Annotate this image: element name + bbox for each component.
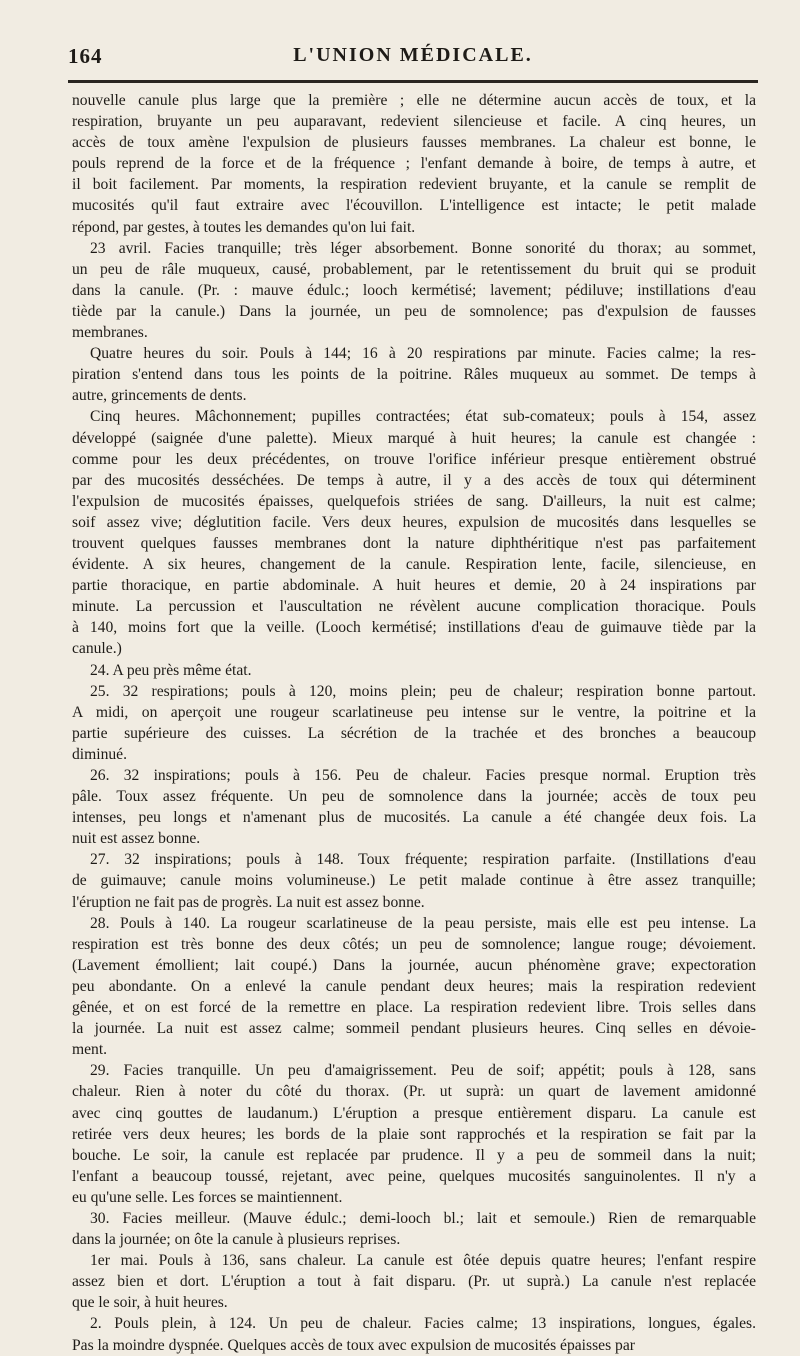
text-line: respiration, bruyante un peu auparavant, redevient silencieuse et facile. A cinq heures, un xyxy=(72,113,756,131)
paragraph xyxy=(72,1313,756,1355)
text-line: pouls reprend de la force et de la fréquence ; l'enfant demande à boire, de temps à autre, et xyxy=(72,155,756,173)
text-line: 24. A peu près même état. xyxy=(90,661,252,679)
text-line: trouvent quelques fausses membranes dont la nature diphthéritique n'est pas parfaitement xyxy=(72,534,756,552)
paragraph xyxy=(72,660,756,681)
text-line: la journée. La nuit est assez calme; sommeil pendant plusieurs heures. Cinq selles en dévoie- xyxy=(72,1020,756,1038)
text-line: respiration est très bonne des deux côtés; un peu de somnolence; langue rouge; dévoiement. xyxy=(72,935,756,953)
text-line: chaleur. Rien à noter du côté du thorax. (Pr. ut suprà: un quart de lavement amidonné xyxy=(72,1083,756,1101)
text-line: 29. Facies tranquille. Un peu d'amaigrissement. Peu de soif; appétit; pouls à 128, sans xyxy=(90,1062,756,1080)
text-line: intenses, peu longs et n'amenant plus de mucosités. La canule a été changée deux fois. La xyxy=(72,809,756,827)
text-line: un peu de râle muqueux, causé, probablement, par le retentissement du bruit qui se produit xyxy=(72,260,756,278)
text-line: que le soir, à huit heures. xyxy=(72,1294,228,1312)
text-line: 1er mai. Pouls à 136, sans chaleur. La canule est ôtée depuis quatre heures; l'enfant respire xyxy=(90,1252,756,1270)
paragraph xyxy=(72,406,756,659)
paragraph xyxy=(72,681,756,765)
header-rule xyxy=(68,80,758,83)
text-line: partie supérieure des cuisses. La sécrétion de la trachée et des bronches a beaucoup xyxy=(72,724,756,742)
paragraph xyxy=(72,913,756,1061)
text-line: dans la canule. (Pr. : mauve édulc.; looch kermétisé; lavement; pédiluve; instillations d'eau xyxy=(72,281,756,299)
paragraph xyxy=(72,849,756,912)
text-line: diminué. xyxy=(72,745,128,763)
paragraph xyxy=(72,1060,756,1208)
text-line: A midi, on aperçoit une rougeur scarlatineuse peu intense sur le ventre, la poitrine et la xyxy=(72,703,756,721)
text-line: il boit facilement. Par moments, la respiration redevient bruyante, et la canule se remplit de xyxy=(72,176,756,194)
text-line: accès de toux amène l'expulsion de plusieurs fausses membranes. La chaleur est bonne, le xyxy=(72,134,756,152)
text-line: retirée vers deux heures; les bords de la plaie sont rapprochés et la respiration se fait par la xyxy=(72,1125,756,1143)
text-line: à 140, moins fort que la veille. (Looch kermétisé; instillations d'eau de guimauve tiède par la xyxy=(72,619,756,637)
text-line: comme pour les deux précédentes, on trouve l'orifice inférieur presque entièrement obstrué xyxy=(72,450,756,468)
text-line: canule.) xyxy=(72,640,122,658)
text-line: tiède par la canule.) Dans la journée, un peu de somnolence; pas d'expulsion de fausses xyxy=(72,302,756,320)
text-line: l'éruption ne fait pas de progrès. La nuit est assez bonne. xyxy=(72,893,425,911)
text-line: gênée, et on est forcé de la remettre en place. La respiration redevient libre. Trois selles dans xyxy=(72,999,756,1017)
text-line: Pas la moindre dyspnée. Quelques accès de toux avec expulsion de mucosités épaisses par xyxy=(72,1336,635,1354)
paragraph xyxy=(72,343,756,406)
text-line: dans la journée; on ôte la canule à plusieurs reprises. xyxy=(72,1231,401,1249)
text-line: nuit est assez bonne. xyxy=(72,830,201,848)
paragraph xyxy=(72,765,756,849)
text-line: membranes. xyxy=(72,324,148,342)
text-line: Cinq heures. Mâchonnement; pupilles contractées; état sub-comateux; pouls à 154, assez xyxy=(90,408,756,426)
text-line: 30. Facies meilleur. (Mauve édulc.; demi-looch bl.; lait et semoule.) Rien de remarquable xyxy=(90,1209,756,1227)
running-title: L'UNION MÉDICALE. xyxy=(293,44,533,66)
paragraph xyxy=(72,1208,756,1250)
text-line: l'expulsion de mucosités épaisses, quelquefois striées de sang. D'ailleurs, la nuit est calme; xyxy=(72,492,756,510)
text-line: 26. 32 inspirations; pouls à 156. Peu de chaleur. Facies presque normal. Eruption très xyxy=(90,767,756,784)
text-line: (Lavement émollient; lait coupé.) Dans la journée, aucun phénomène grave; expectoration xyxy=(72,956,756,974)
text-line: mucosités qu'il faut extraire avec l'écouvillon. L'intelligence est intacte; le petit malade xyxy=(72,197,756,215)
paragraph xyxy=(72,90,756,238)
page-header xyxy=(68,40,758,74)
text-line: nouvelle canule plus large que la première ; elle ne détermine aucun accès de toux, et la xyxy=(72,92,756,109)
text-line: minute. La percussion et l'auscultation ne révèlent aucune complication thoracique. Pouls xyxy=(72,598,756,616)
text-line: autre, grincements de dents. xyxy=(72,387,247,405)
text-line: développé (saignée d'une palette). Mieux marqué à huit heures; la canule est changée : xyxy=(72,429,756,447)
text-line: piration s'entend dans tous les points de la poitrine. Râles muqueux au sommet. De temps à xyxy=(72,366,756,384)
text-line: peu abondante. On a enlevé la canule pendant deux heures; mais la respiration redevient xyxy=(72,977,756,995)
text-line: évidente. A six heures, changement de la canule. Respiration lente, facile, silencieuse, en xyxy=(72,556,756,574)
text-line: 2. Pouls plein, à 124. Un peu de chaleur. Facies calme; 13 inspirations, longues, égales. xyxy=(90,1315,756,1333)
text-line: Quatre heures du soir. Pouls à 144; 16 à 20 respirations par minute. Facies calme; la res- xyxy=(90,345,756,363)
text-line: eu qu'une selle. Les forces se maintiennent. xyxy=(72,1188,343,1206)
text-line: 23 avril. Facies tranquille; très léger absorbement. Bonne sonorité du thorax; au sommet, xyxy=(90,239,756,257)
body-text xyxy=(72,90,756,1356)
text-line: pâle. Toux assez fréquente. Un peu de somnolence dans la journée; accès de toux peu xyxy=(72,788,756,806)
text-line: soif assez vive; déglutition facile. Vers deux heures, expulsion de mucosités dans lesquelles se xyxy=(72,513,756,531)
text-line: 28. Pouls à 140. La rougeur scarlatineuse de la peau persiste, mais elle est peu intense. La xyxy=(90,914,756,932)
paragraph xyxy=(72,1250,756,1313)
text-line: répond, par gestes, à toutes les demandes qu'on lui fait. xyxy=(72,218,416,236)
text-line: assez bien et dort. L'éruption a tout à fait disparu. (Pr. ut suprà.) La canule n'est replacée xyxy=(72,1273,756,1291)
text-line: avec cinq gouttes de laudanum.) L'éruption a presque entièrement disparu. La canule est xyxy=(72,1104,756,1122)
text-line: ment. xyxy=(72,1041,108,1059)
page-number: 164 xyxy=(68,44,103,68)
text-line: l'enfant a beaucoup toussé, rejetant, avec peine, quelques mucosités sanguinolentes. Il n'y a xyxy=(72,1167,756,1185)
text-line: 27. 32 inspirations; pouls à 148. Toux fréquente; respiration parfaite. (Instillations d'eau xyxy=(90,851,756,869)
paragraph xyxy=(72,238,756,343)
text-line: bouche. Le soir, la canule est replacée par prudence. Il y a peu de sommeil dans la nuit; xyxy=(72,1146,756,1164)
text-line: par des mucosités desséchées. De temps à autre, il y a des accès de toux qui déterminent xyxy=(72,471,756,489)
text-line: de guimauve; canule moins volumineuse.) Le petit malade continue à être assez tranquille; xyxy=(72,872,756,890)
text-line: 25. 32 respirations; pouls à 120, moins plein; peu de chaleur; respiration bonne partout. xyxy=(90,682,756,700)
text-line: partie thoracique, en partie abdominale. A huit heures et demie, 20 à 24 inspirations par xyxy=(72,577,756,595)
